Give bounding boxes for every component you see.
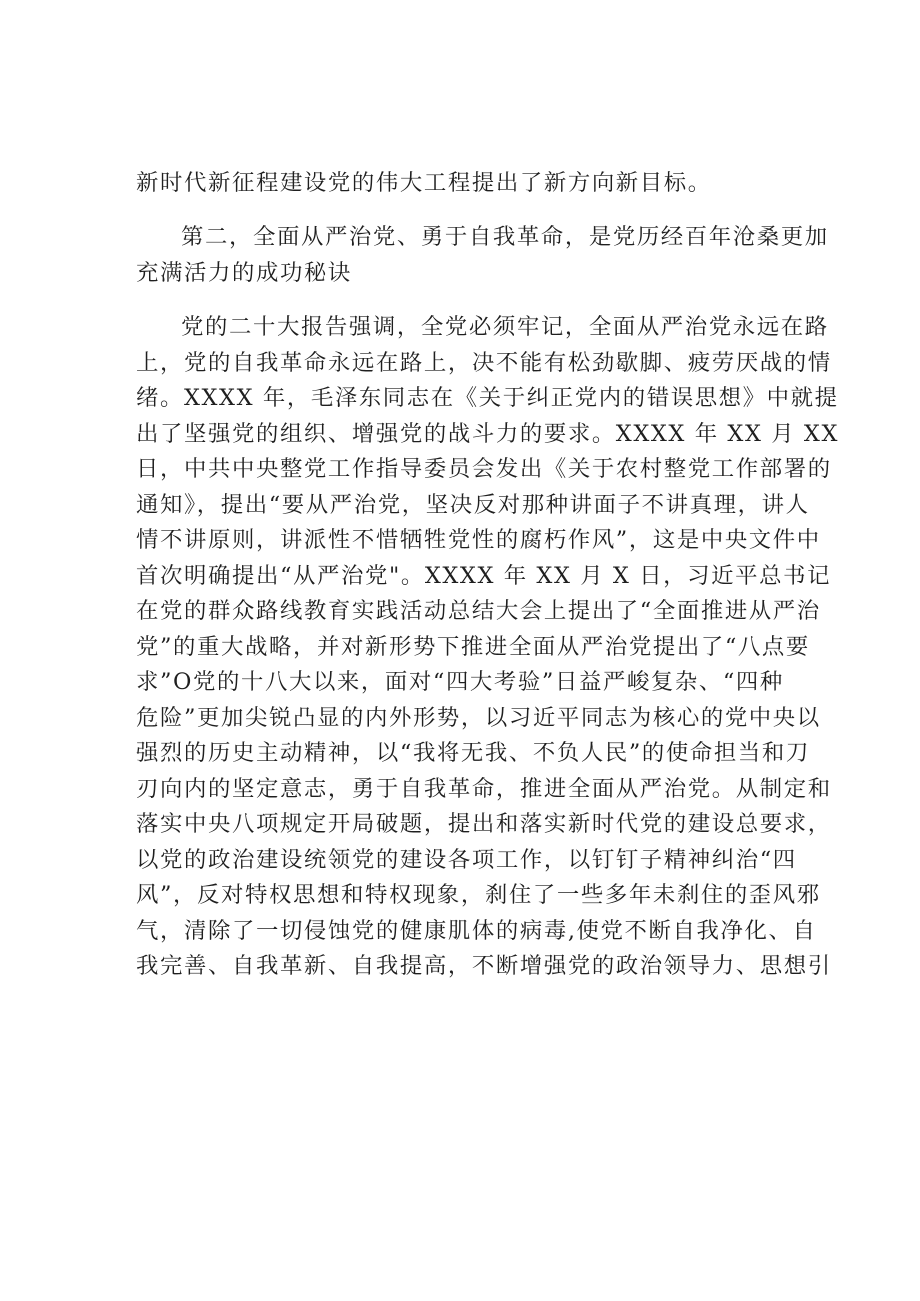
- paragraph-line: 刃向内的坚定意志，勇于自我革命，推进全面从严治党。从制定和: [136, 775, 832, 802]
- paragraph-line: 党”的重大战略，并对新形势下推进全面从严治党提出了“八点要: [136, 633, 810, 660]
- paragraph-line: 以党的政治建设统领党的建设各项工作，以钉钉子精神纠治“四: [136, 846, 797, 873]
- paragraph-line: 充满活力的成功秘诀: [136, 259, 352, 286]
- paragraph-line: 强烈的历史主动精神，以“我将无我、不负人民”的使命担当和刀: [136, 740, 810, 766]
- paragraph-line: 第二，全面从严治党、勇于自我革命，是党历经百年沧桑更加: [181, 224, 829, 250]
- paragraph-line: 风”，反对特权思想和特权现象，刹住了一些多年未刹住的歪风邪: [136, 882, 821, 908]
- paragraph-line: 新时代新征程建设党的伟大工程提出了新方向新目标。: [136, 170, 712, 196]
- paragraph-line: 党的二十大报告强调，全党必须牢记，全面从严治党永远在路: [181, 314, 829, 340]
- paragraph-line: 在党的群众路线教育实践活动总结大会上提出了“全面推进从严治: [136, 598, 821, 624]
- paragraph-line: 通知》，提出“要从严治党，坚决反对那种讲面子不讲真理，讲人: [136, 491, 810, 518]
- paragraph-line: 情不讲原则，讲派性不惜牺牲党性的腐朽作风”，这是中央文件中: [136, 527, 821, 553]
- paragraph-line: 上，党的自我革命永远在路上，决不能有松劲歇脚、疲劳厌战的情: [136, 349, 832, 376]
- paragraph-line: 绪。XXXX 年，毛泽东同志在《关于纠正党内的错误思想》中就提: [136, 385, 839, 411]
- paragraph-line: 首次明确提出“从严治党"。XXXX 年 XX 月 X 日，习近平总书记: [136, 562, 832, 589]
- paragraph-line: 求”O党的十八大以来，面对“四大考验”日益严峻复杂、“四种: [136, 669, 784, 695]
- section-heading-paragraph: [136, 220, 829, 291]
- paragraph-line: 出了坚强党的组织、增强党的战斗力的要求。XXXX 年 XX 月 XX: [136, 420, 839, 447]
- paragraph-line: 我完善、自我革新、自我提高，不断增强党的政治领导力、思想引: [136, 953, 832, 979]
- body-paragraph: [136, 310, 839, 985]
- paragraph-line: 落实中央八项规定开局破题，提出和落实新时代党的建设总要求，: [136, 811, 832, 837]
- paragraph-line: 危险”更加尖锐凸显的内外形势，以习近平同志为核心的党中央以: [136, 704, 821, 731]
- paragraph-line: 日，中共中央整党工作指导委员会发出《关于农村整党工作部署的: [136, 456, 832, 482]
- paragraph-continuation: [136, 166, 796, 202]
- paragraph-line: 气，清除了一切侵蚀党的健康肌体的病毒,使党不断自我净化、自: [136, 917, 817, 944]
